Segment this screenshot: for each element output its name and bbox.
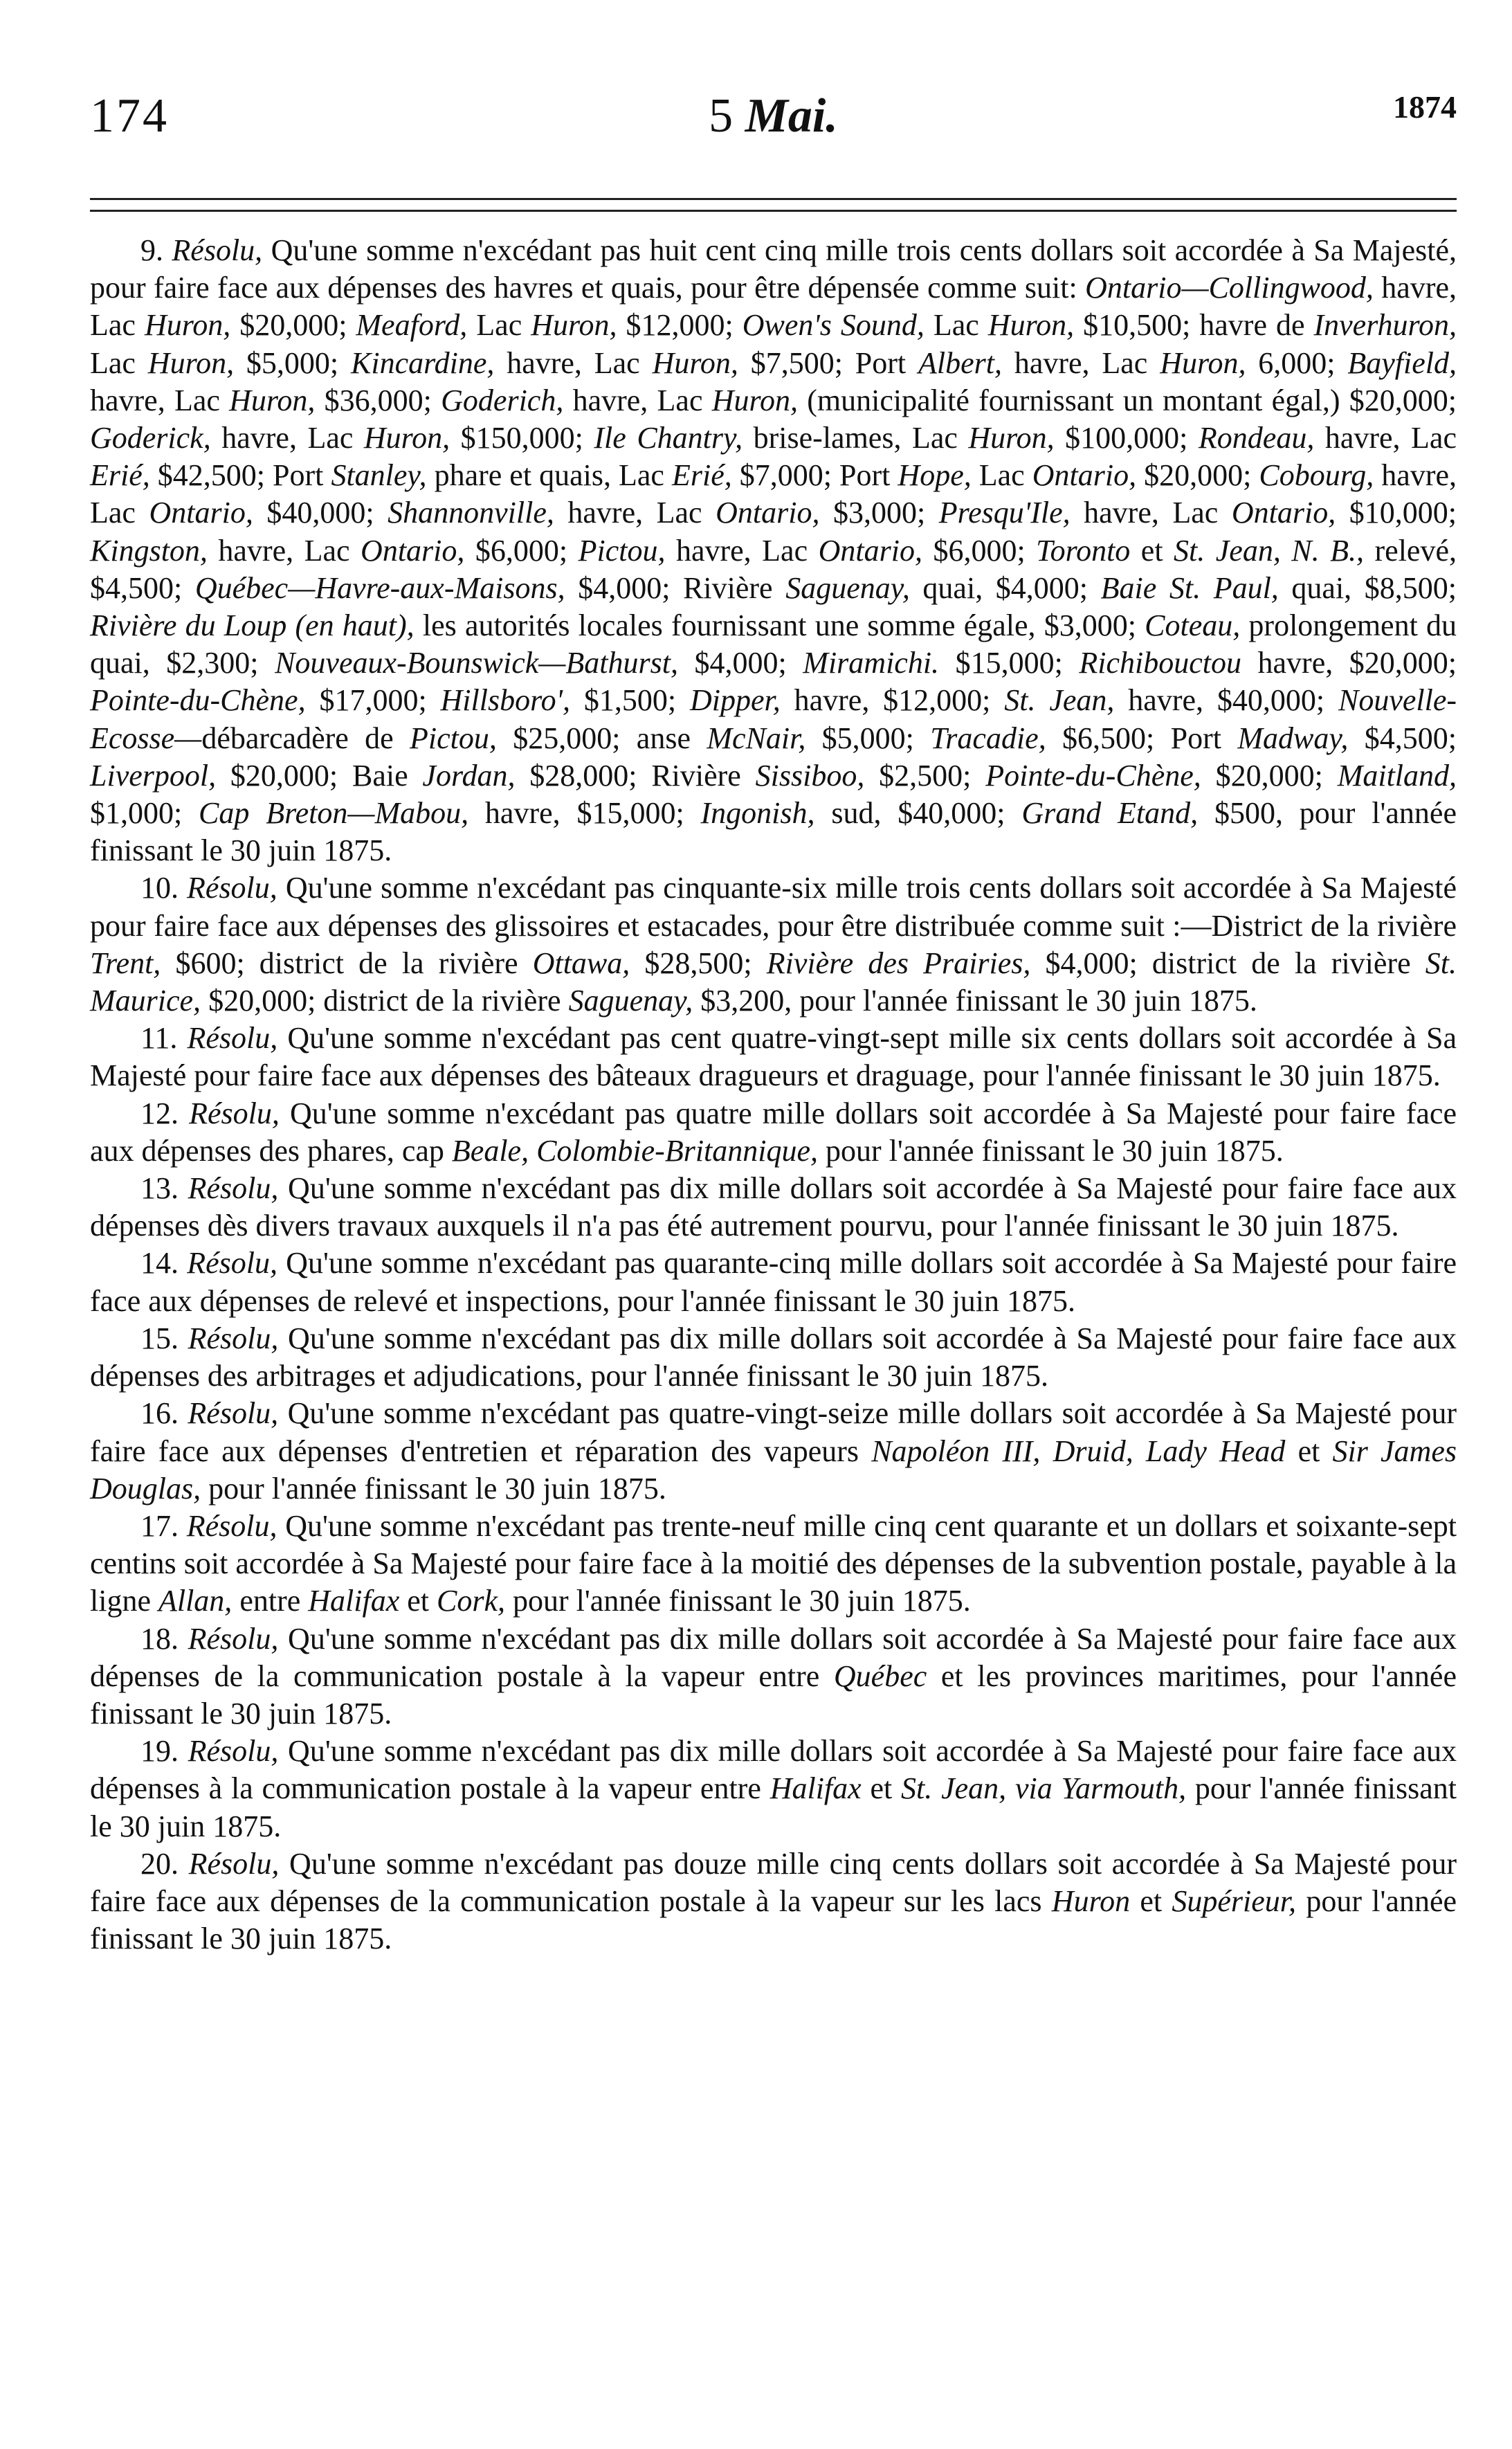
italic-text: Huron, [229,383,316,417]
text-run: pour l'année finissant le 30 juin 1875. [818,1133,1284,1168]
text-run: $42,500; Port [149,458,331,493]
resolution-paragraph [90,1845,1457,1958]
resolution-number: 13. [140,1171,188,1206]
italic-text: Huron, [711,383,799,417]
italic-text: Halifax [769,1771,862,1806]
text-run: relevé, $4,500; [90,533,1457,605]
italic-text: Albert, [918,345,1002,380]
text-run: 6,000; [1246,345,1348,380]
text-run: $6,000; [922,533,1037,568]
italic-text: Goderich, [441,383,564,417]
text-run: pour l'année finissant le 30 juin 1875. [505,1584,971,1618]
text-run: Lac [467,308,531,343]
italic-text: Ontario, [1231,496,1336,530]
italic-text: Erié, [671,458,732,493]
italic-text: Kincardine, [351,345,495,380]
text-run: Qu'une somme n'excédant pas dix mille dollars soit accordée à Sa Majesté pour faire face aux dépenses des arbitrages et adjudications, pour l'année finissant le 30 juin 1875. [90,1321,1457,1393]
page-header [90,89,1457,165]
text-run: et [861,1771,902,1806]
text-run: $15,000; [939,646,1080,680]
text-run: Lac [90,345,148,380]
italic-text: Huron [1051,1883,1131,1918]
text-run: havre, Lac [1070,496,1232,530]
italic-text: Liverpool, [90,758,217,793]
resolution-number: 20. [140,1846,189,1881]
italic-text: Résolu, [187,871,277,905]
text-run: $5,000; [234,345,351,380]
text-run: $12,000; [617,308,743,343]
italic-text: Résolu, [186,1508,277,1543]
text-run: $2,500; [864,758,986,793]
italic-text: Résolu, [188,1846,280,1881]
italic-text: Ontario, [1032,458,1137,493]
resolution-paragraph [90,1020,1457,1094]
text-run: Qu'une somme n'excédant pas quarante-cinq mille dollars soit accordée à Sa Majesté pour faire face aux dépenses de relevé et inspections, pour l'année finissant le 30 juin 1875. [90,1246,1457,1318]
italic-text: St. Jean, N. B., [1174,533,1365,568]
text-run: Lac [971,458,1032,493]
italic-text: Huron, [363,421,450,455]
text-run: $600; district de la rivière [161,946,533,980]
italic-text: Napoléon III, Druid, Lady Head [871,1434,1286,1468]
text-run: $17,000; [305,683,441,718]
text-run: $3,000; [819,496,939,530]
text-run: débarcadère de [201,721,410,755]
text-run: Lac [924,308,988,343]
resolution-paragraph [90,1170,1457,1245]
text-run: $36,000; [315,383,441,417]
text-run: $500, pour l'année finissant le 30 juin 1875. [90,796,1457,868]
italic-text: Cobourg, [1259,458,1374,493]
text-run: Qu'une somme n'excédant pas cinquante-six mille trois cents dollars soit accordée à Sa Majesté pour faire face aux dépenses des glissoires et estacades, pour être distribuée comme suit :—District de la rivière [90,871,1457,943]
text-run: $20,000; Baie [216,758,423,793]
italic-text: Huron, [652,345,738,380]
text-run: havre, Lac [554,496,716,530]
italic-text: Coteau, [1145,608,1241,643]
text-run: $40,000; [253,496,388,530]
italic-text: Pointe-du-Chène, [90,683,306,718]
italic-text: Toronto [1036,533,1131,568]
italic-text: Huron, [987,308,1075,343]
text-run: $6,000; [464,533,579,568]
text-run: Qu'une somme n'excédant pas quatre mille dollars soit accordée à Sa Majesté pour faire face aux dépenses des phares, cap [90,1096,1457,1168]
text-run: $28,000; Rivière [515,758,756,793]
italic-text: Huron, [144,308,231,343]
italic-text: Ontario, [149,496,253,530]
resolution-paragraph [90,1095,1457,1170]
italic-text: Pointe-du-Chène, [985,758,1201,793]
text-run: havre, $15,000; [468,796,701,831]
text-run: prolongement du quai, $2,300; [90,608,1457,680]
resolution-paragraph [90,1395,1457,1508]
text-run: phare et quais, Lac [426,458,672,493]
italic-text: Grand Etand, [1021,796,1199,831]
resolution-number: 12. [140,1096,190,1130]
text-run: et [1130,1883,1172,1918]
italic-text: Résolu, [188,1734,279,1769]
text-run: havre, $40,000; [1114,683,1338,718]
italic-text: Tracadie, [930,721,1046,755]
italic-text: Résolu, [187,1021,278,1056]
resolution-paragraph [90,1245,1457,1319]
text-run: entre [232,1584,309,1618]
text-run: (municipalité fournissant un montant égal,) $20,000; [798,383,1457,417]
italic-text: Nouveaux-Bounswick—Bathurst, [275,646,678,680]
resolution-paragraph [90,1320,1457,1395]
text-run: Qu'une somme n'excédant pas quatre-vingt-seize mille dollars soit accordée à Sa Majesté pour faire face aux dépenses d'entretien et réparation des vapeurs [90,1396,1457,1468]
italic-text: Sissiboo, [755,758,865,793]
italic-text: Sir James Douglas, [90,1434,1457,1506]
text-run: $10,500; havre de [1074,308,1314,343]
italic-text: Rondeau, [1198,421,1315,455]
italic-text: Hope, [898,458,972,493]
resolution-number: 10. [140,871,188,905]
text-run: havre, Lac [90,271,1457,343]
text-run: Qu'une somme n'excédant pas huit cent cinq mille trois cents dollars soit accordée à Sa Majesté, pour faire face aux dépenses des havres et quais, pour être dépensée comme suit: [90,233,1457,305]
text-run: $20,000; district de la rivière [201,984,569,1018]
text-run: havre, Lac [1314,421,1457,455]
text-run: $4,500; [1348,721,1457,755]
text-run: quai, $8,500; [1278,570,1457,605]
resolution-paragraph [90,1620,1457,1733]
text-run: $1,000; [90,796,199,831]
italic-text: Kingston, [90,533,208,568]
italic-text: Résolu, [189,1096,280,1130]
italic-text: Stanley, [331,458,427,493]
resolution-paragraph [90,869,1457,1020]
text-run: $7,000; Port [731,458,898,493]
italic-text: St. Jean, [1004,683,1115,718]
italic-text: Résolu, [172,233,263,267]
italic-text: Résolu, [188,1396,279,1431]
text-run: havre, $12,000; [780,683,1005,718]
text-run: Qu'une somme n'excédant pas trente-neuf mille cinq cent quarante et un dollars et soixante-sept centins soit accordée à Sa Majesté pour faire face à la moitié des dépenses de la subvention postale, payable à la ligne [90,1508,1457,1618]
header-rule-top [90,198,1457,200]
text-run: Qu'une somme n'excédant pas dix mille dollars soit accordée à Sa Majesté pour faire face aux dépenses à la communication postale à la vapeur entre [90,1734,1457,1806]
italic-text: Huron, [968,421,1055,455]
italic-text: Supérieur, [1172,1883,1297,1918]
text-run: Qu'une somme n'excédant pas dix mille dollars soit accordée à Sa Majesté pour faire face aux dépenses dès divers travaux auxquels il n'a pas été autrement pourvu, pour l'année finissant le 30 juin 1875. [90,1171,1457,1243]
italic-text: Ile Chantry, [594,421,743,455]
text-run: $20,000; [230,308,356,343]
text-run: pour l'année finissant le 30 juin 1875. [90,1883,1457,1956]
resolution-paragraph [90,1733,1457,1845]
italic-text: Nouvelle-Ecosse— [90,683,1457,755]
text-run: quai, $4,000; [909,570,1101,605]
page-number: 174 [90,89,169,143]
italic-text: Shannonville, [388,496,554,530]
header-date [90,89,1457,144]
text-run: $5,000; [805,721,931,755]
resolution-paragraph [90,232,1457,869]
italic-text: Beale, Colombie-Britannique, [451,1133,819,1168]
italic-text: Pictou, [578,533,666,568]
text-run: sud, $40,000; [814,796,1022,831]
italic-text: Baie St. Paul, [1100,570,1279,605]
text-run: et les provinces maritimes, pour l'année finissant le 30 juin 1875. [90,1659,1457,1730]
text-run: havre, Lac [210,421,364,455]
text-run: havre, Lac [90,383,230,417]
resolution-paragraph [90,1508,1457,1620]
text-run: $20,000; [1136,458,1259,493]
text-run: $6,500; Port [1046,721,1238,755]
italic-text: Ontario—Collingwood, [1085,271,1374,305]
text-run: pour l'année finissant le 30 juin 1875. [201,1471,666,1506]
header-year: 1874 [1393,89,1457,125]
italic-text: St. Maurice, [90,946,1457,1018]
italic-text: Résolu, [188,1321,279,1355]
italic-text: Saguenay, [785,570,910,605]
italic-text: Dipper, [689,683,781,718]
italic-text: Halifax [308,1584,400,1618]
text-run: havre, $20,000; [1241,646,1457,680]
resolution-number: 16. [140,1396,188,1431]
italic-text: Madway, [1237,721,1349,755]
resolution-number: 15. [140,1321,188,1355]
italic-text: Erié, [90,458,150,493]
italic-text: Ontario, [818,533,922,568]
text-run: $20,000; [1201,758,1338,793]
italic-text: Ontario, [361,533,465,568]
italic-text: Jordan, [422,758,516,793]
italic-text: Saguenay, [568,984,693,1018]
italic-text: Goderick, [90,421,211,455]
text-run: et [1285,1434,1333,1468]
header-date-month: Mai. [745,89,838,143]
text-run: et [1130,533,1174,568]
italic-text: Rivière des Prairies, [766,946,1031,980]
italic-text: Québec—Havre-aux-Maisons, [194,570,565,605]
italic-text: Meaford, [356,308,468,343]
italic-text: Pictou, [410,721,497,755]
italic-text: McNair, [707,721,806,755]
italic-text: Résolu, [187,1246,277,1281]
header-rule-bottom [90,210,1457,212]
text-run: havre, Lac [90,458,1457,530]
text-run: les autorités locales fournissant une somme égale, $3,000; [414,608,1145,643]
text-run: havre, Lac [494,345,653,380]
text-run: Qu'une somme n'excédant pas douze mille cinq cents dollars soit accordée à Sa Majesté pour faire face aux dépenses de la communication postale à la vapeur sur les lacs [90,1846,1457,1918]
italic-text: Résolu, [188,1171,279,1206]
text-run: $25,000; anse [496,721,707,755]
italic-text: Presqu'Ile, [938,496,1071,530]
text-run: havre, Lac [1001,345,1160,380]
resolution-number: 17. [140,1508,187,1543]
text-run: $4,000; Rivière [565,570,786,605]
text-run: pour l'année finissant le 30 juin 1875. [90,1771,1457,1843]
resolutions-body [90,232,1457,1958]
text-run: Qu'une somme n'excédant pas cent quatre-vingt-sept mille six cents dollars soit accordée à Sa Majesté pour faire face aux dépenses des bâteaux dragueurs et draguage, pour l'année finissant le 30 juin 1875. [90,1021,1457,1093]
italic-text: Huron, [147,345,235,380]
text-run: $100,000; [1054,421,1199,455]
text-run: havre, Lac [207,533,361,568]
text-run: $150,000; [450,421,594,455]
text-run: brise-lames, Lac [743,421,969,455]
italic-text: Owen's Sound, [742,308,924,343]
resolution-number: 19. [140,1734,188,1769]
italic-text: Hillsboro', [440,683,571,718]
resolution-number: 9. [140,233,172,267]
italic-text: Huron, [531,308,617,343]
italic-text: Ingonish, [700,796,815,831]
italic-text: Richibouctou [1079,646,1241,680]
italic-text: Huron, [1160,345,1246,380]
italic-text: Rivière du Loup (en haut), [90,608,415,643]
text-run: $3,200, pour l'année finissant le 30 juin 1875. [693,984,1257,1018]
italic-text: Québec [833,1659,927,1693]
italic-text: Bayfield, [1347,345,1457,380]
italic-text: Cork, [437,1584,505,1618]
resolution-number: 11. [140,1021,188,1056]
text-run: $28,500; [630,946,767,980]
text-run: $4,000; [677,646,803,680]
italic-text: Résolu, [188,1621,279,1656]
italic-text: Trent, [90,946,161,980]
text-run: $1,500; [570,683,690,718]
text-run: et [399,1584,437,1618]
header-date-day: 5 [709,89,734,143]
text-run: $10,000; [1336,496,1457,530]
text-run: havre, Lac [665,533,819,568]
italic-text: Inverhuron, [1313,308,1457,343]
italic-text: St. Jean, via Yarmouth, [901,1771,1187,1806]
italic-text: Ottawa, [532,946,630,980]
text-run: havre, Lac [563,383,712,417]
italic-text: Cap Breton—Mabou, [199,796,469,831]
italic-text: Miramichi. [803,646,940,680]
italic-text: Allan, [158,1584,233,1618]
italic-text: Ontario, [716,496,820,530]
italic-text: Maitland, [1337,758,1457,793]
resolution-number: 18. [140,1621,188,1656]
text-run: Qu'une somme n'excédant pas dix mille dollars soit accordée à Sa Majesté pour faire face aux dépenses de la communication postale à la vapeur entre [90,1621,1457,1693]
resolution-number: 14. [140,1246,188,1281]
text-run: $4,000; district de la rivière [1030,946,1426,980]
text-run: $7,500; Port [738,345,918,380]
